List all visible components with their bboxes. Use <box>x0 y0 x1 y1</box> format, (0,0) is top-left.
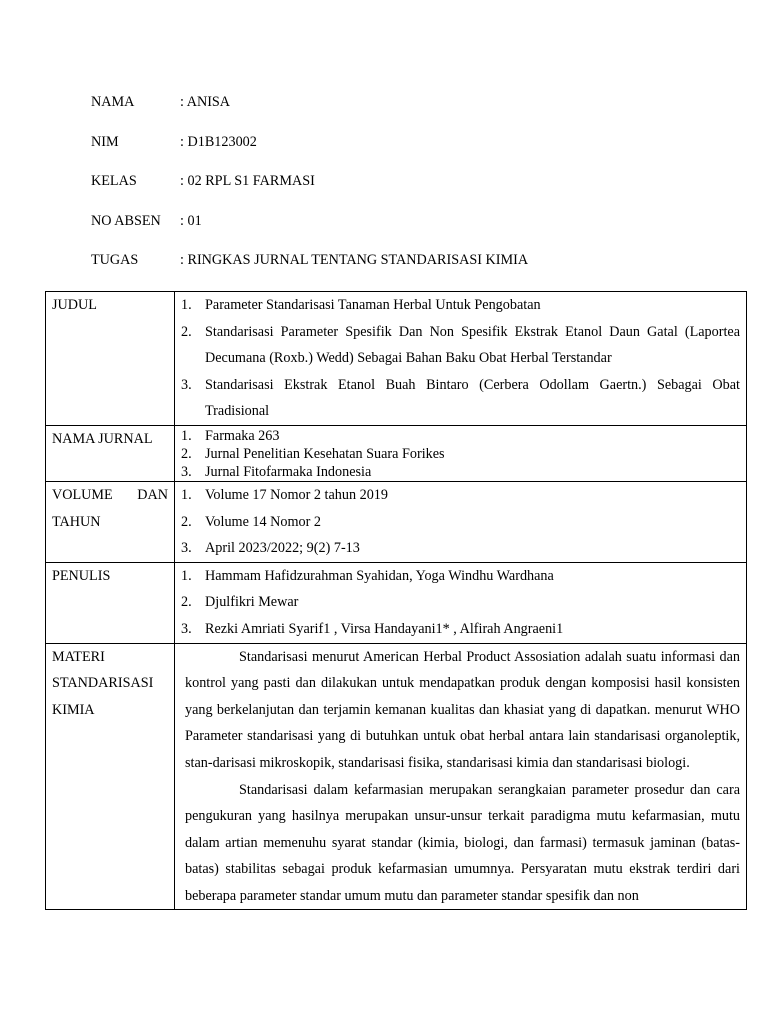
item-number: 3. <box>181 463 192 480</box>
list-item <box>181 616 740 643</box>
item-text: Hammam Hafidzurahman Syahidan, Yoga Windhu Wardhana <box>205 567 554 584</box>
info-label: KELAS <box>91 173 137 189</box>
item-number: 3. <box>181 376 192 393</box>
materi-paragraph: Standarisasi dalam kefarmasian merupakan serangkaian parameter prosedur dan cara pengukuran yang hasilnya merupakan unsur-unsur terkait paradigma mutu kefarmasian, mutu dalam artian memenuhu syarat standar (kimia, biologi, dan farmasi) termasuk jaminan (batas-batas) stabilitas sebagai produk kefarmasian umumnya. Persyaratan mutu ekstrak terdiri dari beberapa parameter standar umum mutu dan parameter standar spesifik dan non <box>185 781 740 904</box>
row-label: NAMA JURNAL <box>52 430 153 447</box>
label-cell <box>46 562 175 643</box>
info-value: : RINGKAS JURNAL TENTANG STANDARISASI KIMIA <box>180 252 529 268</box>
label-cell <box>46 643 175 910</box>
penulis-list <box>181 563 740 643</box>
row-label-line: KIMIA <box>52 701 95 718</box>
row-penulis <box>46 562 747 643</box>
info-value: : D1B123002 <box>180 133 257 150</box>
row-label-word: DAN <box>137 486 168 503</box>
info-row-no-absen <box>91 212 528 252</box>
item-number: 3. <box>181 620 192 637</box>
materi-paragraph: Standarisasi menurut American Herbal Product Assosiation adalah suatu informasi dan kontrol yang pasti dan dilakukan untuk mendapatkan produk dengan komposisi hasil konsisten yang berkelanjutan dan terjamin kemanan kualitas dan khasiat yang di dapatkan. menurut WHO Parameter standarisasi yang di butuhkan untuk obat herbal antara lain standarisasi organoleptik, stan-darisasi mikroskopik, standarisasi fisika, standarisasi kimia dan standarisasi biologi. <box>185 648 740 771</box>
row-label-line: MATERI <box>52 648 105 665</box>
row-volume-tahun <box>46 481 747 562</box>
item-text: Jurnal Fitofarmaka Indonesia <box>205 463 372 480</box>
row-label-line: TAHUN <box>52 513 101 530</box>
info-row-nim <box>91 133 528 173</box>
list-item <box>181 463 740 481</box>
summary-table <box>45 291 747 910</box>
row-materi <box>46 643 747 910</box>
label-cell <box>46 292 175 426</box>
list-item <box>181 292 740 319</box>
volume-list <box>181 482 740 562</box>
content-cell <box>175 292 747 426</box>
row-label-line: STANDARISASI <box>52 675 154 692</box>
info-row-kelas <box>91 172 528 212</box>
row-label-word: VOLUME <box>52 486 113 503</box>
label-cell <box>46 481 175 562</box>
info-value: : 01 <box>180 212 202 229</box>
list-item <box>181 563 740 590</box>
content-cell <box>175 643 747 910</box>
row-label: PENULIS <box>52 567 111 584</box>
item-text: Standarisasi Parameter Spesifik Dan Non Spesifik Ekstrak Etanol Daun Gatal (Laportea Decumana (Roxb.) Wedd) Sebagai Bahan Baku Obat Herbal Terstandar <box>205 323 740 367</box>
item-text: Volume 17 Nomor 2 tahun 2019 <box>205 486 388 503</box>
row-judul <box>46 292 747 426</box>
item-text: Standarisasi Ekstrak Etanol Buah Bintaro (Cerbera Odollam Gaertn.) Sebagai Obat Tradisional <box>205 376 740 420</box>
info-value: : 02 RPL S1 FARMASI <box>180 173 315 189</box>
label-cell <box>46 425 175 481</box>
item-number: 2. <box>181 445 192 462</box>
info-label: NO ABSEN <box>91 212 161 229</box>
item-text: Rezki Amriati Syarif1 , Virsa Handayani1* , Alfirah Angraeni1 <box>205 620 564 637</box>
info-value: : ANISA <box>180 94 231 110</box>
content-cell <box>175 425 747 481</box>
row-nama-jurnal <box>46 425 747 481</box>
item-text: Volume 14 Nomor 2 <box>205 513 321 530</box>
nama-jurnal-list <box>181 427 740 481</box>
judul-list <box>181 292 740 425</box>
list-item <box>181 482 740 509</box>
list-item <box>181 319 740 372</box>
list-item <box>181 589 740 616</box>
info-row-tugas <box>91 251 528 291</box>
list-item <box>181 509 740 536</box>
item-number: 1. <box>181 427 192 444</box>
item-number: 1. <box>181 486 192 503</box>
item-number: 1. <box>181 297 192 313</box>
item-text: April 2023/2022; 9(2) 7-13 <box>205 540 360 557</box>
row-label-line <box>52 482 168 509</box>
item-text: Djulfikri Mewar <box>205 594 299 611</box>
info-label: NIM <box>91 133 119 150</box>
row-label: JUDUL <box>52 297 97 313</box>
student-info <box>91 93 528 291</box>
list-item <box>181 535 740 562</box>
info-row-nama <box>91 93 528 133</box>
list-item <box>181 427 740 445</box>
content-cell <box>175 481 747 562</box>
item-number: 2. <box>181 513 192 530</box>
info-label: TUGAS <box>91 252 139 268</box>
item-text: Farmaka 263 <box>205 427 280 444</box>
item-number: 3. <box>181 540 192 557</box>
item-text: Jurnal Penelitian Kesehatan Suara Forikes <box>205 445 445 462</box>
item-text: Parameter Standarisasi Tanaman Herbal Untuk Pengobatan <box>205 297 541 313</box>
item-number: 2. <box>181 594 192 611</box>
list-item <box>181 445 740 463</box>
list-item <box>181 372 740 425</box>
item-number: 2. <box>181 323 192 340</box>
content-cell <box>175 562 747 643</box>
item-number: 1. <box>181 567 192 584</box>
info-label: NAMA <box>91 94 135 110</box>
